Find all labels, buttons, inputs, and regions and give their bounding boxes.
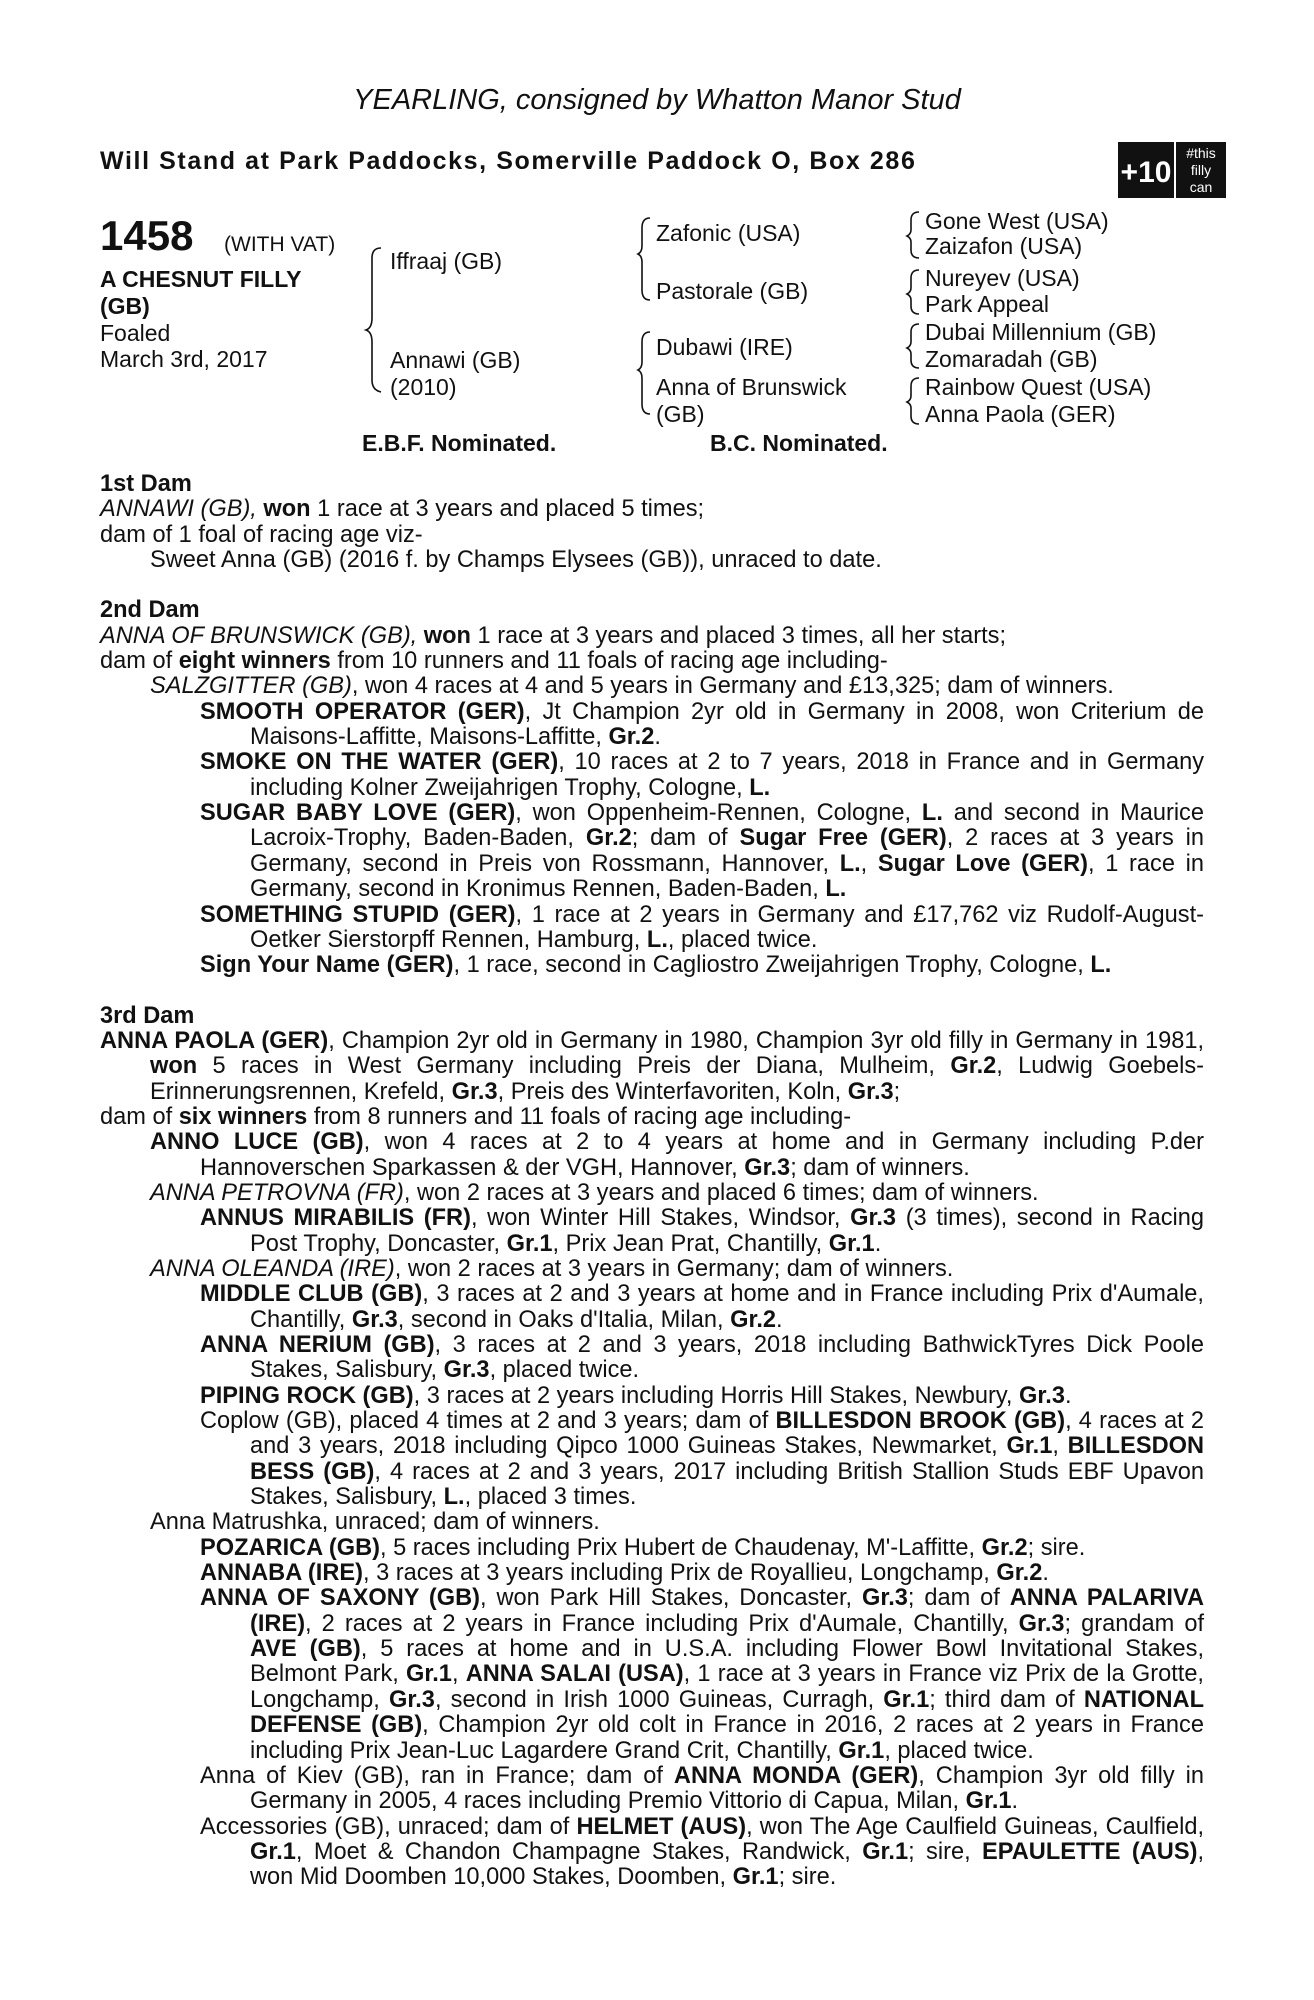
dam3-line-4 (100, 1181, 1204, 1206)
text-run: . (1064, 1382, 1072, 1409)
brace-sire (638, 218, 650, 300)
text-run: 5 races in West Germany including Preis der Diana, Mulheim, (197, 1053, 951, 1080)
text-run: from 8 runners and 11 foals of racing age including- (307, 1103, 852, 1130)
sire-dam: Pastorale (GB) (656, 278, 809, 304)
text-run: HELMET (AUS) (576, 1813, 747, 1840)
text-run: SOMETHING STUPID (GER) (200, 901, 516, 928)
horse-desc-2: (GB) (100, 293, 150, 319)
standing-location: Will Stand at Park Paddocks, Somerville Paddock O, Box 286 (100, 147, 917, 175)
text-run: Gr.3 (847, 1078, 894, 1105)
text-run: Gr.2 (996, 1560, 1043, 1587)
text-run: , 1 race in Germany, second in Kronimus Rennen, Baden-Baden, (250, 850, 1204, 903)
text-run: Gr.2 (585, 825, 632, 852)
dam2-line-2 (100, 649, 1204, 674)
text-run: Gr.1 (1006, 1433, 1053, 1460)
text-run: Gr.3 (451, 1078, 498, 1105)
text-run: , Champion 2yr old colt in France in 2016, 2 races at 2 years in France including Prix Jean-Luc Lagardere Grand Crit, Chantilly, (250, 1712, 1204, 1764)
text-run: Coplow (GB), placed 4 times at 2 and 3 years; dam of (200, 1408, 776, 1435)
text-run: , 4 races at 2 and 3 years, 2017 including British Stallion Studs EBF Upavon Stakes, Salisbury, (250, 1458, 1204, 1511)
text-run: , won The Age Caulfield Guineas, Caulfield, (746, 1813, 1204, 1840)
text-run: ; dam of (907, 1585, 1010, 1612)
logo-badge: +10 (1120, 156, 1172, 189)
text-run: Sugar Free (GER) (739, 825, 947, 852)
text-run: . (1042, 1560, 1049, 1587)
text-run: ; sire, (908, 1838, 983, 1865)
lot-number: 1458 (100, 212, 194, 259)
text-run: , Preis des Winterfavoriten, Koln, (497, 1078, 848, 1105)
text-run: ANNA SALAI (USA) (465, 1661, 684, 1688)
brace-dam (638, 332, 650, 414)
text-run: , Ludwig Goebels-Erinnerungsrennen, Krefeld, (150, 1053, 1205, 1105)
foaled-date: March 3rd, 2017 (100, 346, 268, 372)
text-run: , 1 race at 2 years in Germany and £17,762 viz Rudolf-August-Oetker Sierstorpff Rennen, Hamburg, (250, 901, 1204, 953)
dam2-line-7 (100, 903, 1204, 954)
text-run: Anna of Kiev (GB), ran in France; dam of (200, 1762, 674, 1789)
dam3-heading: 3rd Dam (100, 1002, 195, 1029)
dam3-line-3 (100, 1130, 1204, 1181)
text-run: , won 4 races at 4 and 5 years in Germany and £13,325; dam of winners. (351, 673, 1114, 700)
text-run: Gr.1 (250, 1838, 296, 1865)
text-run: ; dam of winners. (790, 1154, 970, 1181)
logo-tag-2: filly (1190, 162, 1212, 178)
text-run: , second in Irish 1000 Guineas, Curragh, (434, 1686, 884, 1713)
brace-dd (907, 378, 919, 424)
text-run: and second in Maurice Lacroix-Trophy, Baden-Baden, (250, 800, 1204, 852)
text-run: from 10 runners and 11 foals of racing age including- (330, 648, 888, 675)
text-run: , 5 races including Prix Hubert de Chaudenay, M'-Laffitte, (380, 1534, 982, 1561)
horse-desc-1: A CHESNUT FILLY (100, 266, 302, 292)
text-run: ANNA PETROVNA (FR) (150, 1179, 404, 1206)
text-run: , (451, 1661, 466, 1688)
text-run: ; sire. (778, 1864, 837, 1891)
text-run: L. (839, 850, 861, 877)
text-run: , won Winter Hill Stakes, Windsor, (470, 1205, 851, 1232)
text-run: Accessories (GB), unraced; dam of (200, 1813, 577, 1840)
text-run: , (1052, 1433, 1068, 1460)
text-run: Gr.1 (862, 1838, 909, 1865)
text-run: , Prix Jean Prat, Chantilly, (552, 1230, 829, 1257)
text-run: Gr.3 (850, 1205, 897, 1232)
text-run: ANNA PAOLA (GER) (100, 1027, 329, 1054)
text-run: Gr.1 (965, 1788, 1012, 1815)
text-run: Gr.1 (506, 1230, 553, 1257)
text-run: 1 race at 3 years and placed 5 times; (310, 496, 705, 523)
dam3-line-11 (100, 1510, 1204, 1535)
text-run: , 3 races at 3 years including Prix de Royallieu, Longchamp, (362, 1560, 997, 1587)
text-run: , 3 races at 2 and 3 years, 2018 including BathwickTyres Dick Poole Stakes, Salisbury, (250, 1332, 1204, 1384)
text-run: ; third dam of (929, 1686, 1084, 1713)
text-run: Gr.3 (389, 1686, 435, 1713)
dam3-line-13 (100, 1561, 1204, 1586)
dam3-line-2 (100, 1105, 1204, 1130)
dam3-line-16 (100, 1815, 1204, 1891)
text-run: Gr.1 (883, 1686, 930, 1713)
dam3-line-10 (100, 1409, 1204, 1510)
text-run: L. (443, 1484, 465, 1511)
text-run: , 3 races at 2 and 3 years at home and in France including Prix d'Aumale, Chantilly, (250, 1281, 1204, 1333)
text-run: , placed twice. (667, 926, 818, 953)
text-run: L. (1090, 952, 1112, 979)
text-run: , won 4 races at 2 to 4 years at home and in Germany including P.der Hannoverschen Sparkassen & der VGH, Hannover, (200, 1129, 1204, 1181)
dam3-line-7 (100, 1282, 1204, 1333)
dam1-line-1 (100, 497, 1204, 522)
sire: Iffraaj (GB) (390, 248, 503, 274)
text-run: Gr.3 (1018, 1610, 1065, 1637)
text-run: , placed 3 times. (464, 1484, 637, 1511)
text-run: Gr.1 (406, 1661, 452, 1688)
text-run: BILLESDON BESS (GB) (250, 1433, 1204, 1485)
text-run: Gr.3 (862, 1585, 908, 1612)
dam3-line-12 (100, 1536, 1204, 1561)
brace-sd (907, 270, 919, 314)
text-run: , Moet & Chandon Champagne Stakes, Randwick, (295, 1838, 863, 1865)
dam1-heading: 1st Dam (100, 471, 192, 497)
sire-sire-sire: Gone West (USA) (925, 208, 1109, 234)
sire-dam-dam: Park Appeal (925, 291, 1050, 317)
text-run: L. (825, 876, 847, 903)
text-run: ANNABA (IRE) (200, 1560, 363, 1587)
text-run: won (263, 496, 311, 523)
text-run: . (874, 1230, 882, 1257)
text-run: SALZGITTER (GB) (150, 673, 352, 700)
text-run: . (776, 1306, 783, 1333)
dam2-heading: 2nd Dam (100, 597, 200, 624)
foaled-label: Foaled (100, 320, 171, 346)
text-run: dam of (100, 648, 179, 675)
text-run: , Champion 2yr old in Germany in 1980, Champion 3yr old filly in Germany in 1981, (328, 1027, 1204, 1054)
brace-ds (907, 324, 919, 368)
text-run: Gr.2 (981, 1534, 1028, 1561)
text-run: , won Mid Doomben 10,000 Stakes, Doomben, (250, 1838, 1204, 1891)
text-run: , won Park Hill Stakes, Doncaster, (480, 1585, 862, 1612)
text-run: ANNA OF BRUNSWICK (GB), (100, 622, 424, 649)
text-run: , 2 races at 2 years in France including Prix d'Aumale, Chantilly, (305, 1610, 1019, 1637)
text-run: ; sire. (1027, 1534, 1086, 1561)
dam-sire-sire: Dubai Millennium (GB) (925, 319, 1157, 345)
dam2-line-5 (100, 750, 1204, 801)
dam3-line-9 (100, 1384, 1204, 1409)
text-run: ANNUS MIRABILIS (FR) (200, 1205, 471, 1232)
text-run: Sign Your Name (GER) (200, 952, 454, 979)
dam3-line-1 (100, 1029, 1204, 1105)
text-run: ANNA NERIUM (GB) (200, 1332, 435, 1358)
text-run: Gr.3 (443, 1357, 490, 1384)
text-run: Gr.1 (838, 1737, 885, 1764)
dam-dam-dam: Anna Paola (GER) (925, 401, 1116, 427)
dam3-line-15 (100, 1764, 1204, 1815)
text-run: , 1 race, second in Cagliostro Zweijahrigen Trophy, Cologne, (453, 952, 1091, 979)
text-run: Gr.1 (828, 1230, 875, 1257)
text-run: ANNA PALARIVA (IRE) (250, 1585, 1204, 1637)
text-run: ; dam of (631, 825, 740, 852)
text-run: L. (749, 774, 771, 801)
brace-ss (907, 212, 919, 258)
logo-tag-3: can (1189, 179, 1213, 195)
dam2-line-8 (100, 953, 1204, 978)
text-run: Anna Matrushka, unraced; dam of winners. (150, 1509, 600, 1536)
text-run: ANNA MONDA (GER) (673, 1762, 919, 1789)
text-run: , (860, 850, 878, 877)
text-run: ANNO LUCE (GB) (150, 1129, 364, 1156)
text-run: (3 times), second in Racing Post Trophy, Doncaster, (250, 1205, 1204, 1257)
text-run: Gr.2 (950, 1053, 997, 1080)
text-run: SUGAR BABY LOVE (GER) (200, 800, 516, 827)
dam1-line-2: dam of 1 foal of racing age viz- (100, 521, 423, 548)
dam3-line-5 (100, 1206, 1204, 1257)
text-run: NATIONAL DEFENSE (GB) (250, 1686, 1204, 1739)
text-run: L. (921, 800, 943, 827)
consignor-line: YEARLING, consigned by Whatton Manor Stud (353, 84, 961, 116)
dam3-line-14 (100, 1586, 1204, 1763)
text-run: EPAULETTE (AUS) (982, 1838, 1198, 1865)
dam3-line-6 (100, 1257, 1204, 1282)
dam2-line-6 (100, 801, 1204, 902)
dam3-line-8 (100, 1333, 1204, 1384)
dam2-line-3 (100, 674, 1204, 699)
vat-note: (WITH VAT) (224, 233, 336, 256)
dam: Annawi (GB) (390, 347, 521, 373)
text-run: dam of (100, 1103, 179, 1130)
text-run: , second in Oaks d'Italia, Milan, (397, 1306, 731, 1333)
text-run: . (654, 724, 661, 751)
text-run: , 5 races at home and in U.S.A. including Flower Bowl Invitational Stakes, Belmont Park, (250, 1636, 1204, 1688)
text-run: , 2 races at 3 years in Germany, second in Preis von Rossmann, Hannover, (250, 825, 1205, 877)
text-run: L. (646, 926, 668, 953)
text-run: , placed twice. (489, 1357, 640, 1384)
text-run: , 3 races at 2 years including Horris Hill Stakes, Newbury, (413, 1382, 1020, 1409)
text-run: Sugar Love (GER) (877, 850, 1089, 877)
bc-nominated: B.C. Nominated. (710, 430, 888, 456)
text-run: SMOOTH OPERATOR (GER) (200, 698, 525, 725)
text-run: Gr.2 (608, 724, 655, 751)
text-run: PIPING ROCK (GB) (200, 1382, 414, 1409)
sire-sire: Zafonic (USA) (656, 220, 801, 246)
text-run: ANNA OLEANDA (IRE) (150, 1255, 395, 1282)
dam-dam-2: (GB) (656, 401, 705, 427)
text-run: ANNA OF SAXONY (GB) (200, 1585, 481, 1612)
dam-dam-1: Anna of Brunswick (656, 374, 847, 400)
text-run: , Jt Champion 2yr old in Germany in 2008, won Criterium de Maisons-Laffitte, Maisons-Laffitte, (250, 698, 1204, 751)
dam-dam-sire: Rainbow Quest (USA) (925, 374, 1152, 400)
text-run: , Champion 3yr old filly in Germany in 2005, 4 races including Premio Vittorio di Capua, Milan, (250, 1762, 1204, 1815)
text-run: AVE (GB) (250, 1636, 361, 1663)
text-run: MIDDLE CLUB (GB) (200, 1281, 423, 1308)
dam2-line-4 (100, 700, 1204, 751)
text-run: , 1 race at 3 years in France viz Prix de la Grotte, Longchamp, (250, 1661, 1204, 1713)
text-run: 1 race at 3 years and placed 3 times, all her starts; (470, 622, 1007, 649)
ebf-nominated: E.B.F. Nominated. (362, 430, 557, 456)
text-run: , placed twice. (884, 1737, 1034, 1764)
produce-record (100, 472, 1204, 1891)
text-run: eight winners (178, 648, 331, 675)
text-run: six winners (178, 1103, 308, 1130)
text-run: won (423, 622, 471, 649)
text-run: ; (893, 1078, 901, 1105)
text-run: Gr.3 (1019, 1382, 1065, 1409)
sire-sire-dam: Zaizafon (USA) (925, 233, 1083, 259)
dam-year: (2010) (390, 374, 457, 400)
dam1-line-3: Sweet Anna (GB) (2016 f. by Champs Elysees (GB)), unraced to date. (150, 547, 882, 574)
pedigree-braces (0, 0, 1314, 480)
sire-dam-sire: Nureyev (USA) (925, 265, 1080, 291)
dam2-line-1 (100, 624, 1204, 649)
brace-main (366, 248, 381, 392)
text-run: , won Oppenheim-Rennen, Cologne, (515, 800, 922, 827)
text-run: , won 2 races at 3 years and placed 6 times; dam of winners. (403, 1179, 1039, 1206)
text-run: Gr.1 (732, 1864, 779, 1891)
dam-sire: Dubawi (IRE) (656, 334, 793, 360)
text-run: , 10 races at 2 to 7 years, 2018 in France and in Germany including Kolner Zweijahrigen Trophy, Cologne, (250, 749, 1204, 801)
text-run: POZARICA (GB) (200, 1534, 380, 1561)
text-run: , 4 races at 2 and 3 years, 2018 including Qipco 1000 Guineas Stakes, Newmarket, (250, 1408, 1204, 1460)
text-run: ANNAWI (GB), (100, 496, 264, 523)
text-run: Gr.2 (730, 1306, 777, 1333)
text-run: ; grandam of (1064, 1610, 1204, 1637)
text-run: Gr.3 (744, 1154, 791, 1181)
text-run: SMOKE ON THE WATER (GER) (200, 749, 559, 776)
text-run: . (1011, 1788, 1019, 1815)
logo-tag-1: #this (1186, 145, 1216, 161)
dam-sire-dam: Zomaradah (GB) (925, 346, 1098, 372)
text-run: Gr.3 (351, 1306, 398, 1333)
text-run: BILLESDON BROOK (GB) (775, 1408, 1066, 1435)
text-run: won (150, 1053, 198, 1080)
text-run: , won 2 races at 3 years in Germany; dam of winners. (394, 1255, 954, 1282)
